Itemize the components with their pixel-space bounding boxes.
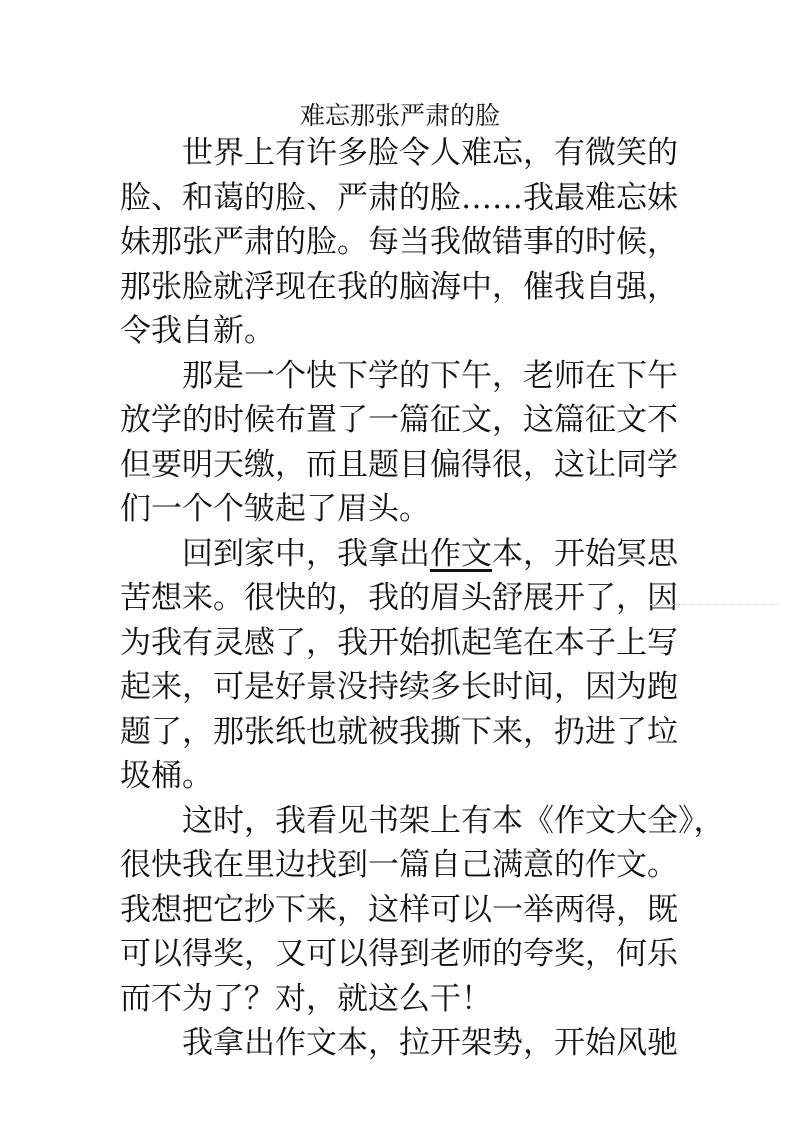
paragraph-line: 这时，我看见书架上有本《作文大全》，: [182, 802, 725, 839]
paragraph-line: 我想把它抄下来，这样可以一举两得，既: [120, 891, 678, 928]
paragraph-line: 苦想来。很快的，我的眉头舒展开了，因: [120, 580, 678, 616]
paragraph-line: 那是一个快下学的下午，老师在下午: [182, 357, 678, 394]
dotted-divider: [650, 604, 780, 605]
paragraph-line: 起来，可是好景没持续多长时间，因为跑: [120, 669, 678, 705]
paragraph-line: 令我自新。: [120, 313, 275, 349]
paragraph-line: 世界上有许多脸令人难忘，有微笑的: [182, 135, 678, 171]
paragraph-line: 但要明天缴，而且题目偏得很，这让同学: [120, 446, 678, 483]
paragraph-line: 可以得奖，又可以得到老师的夸奖，何乐: [120, 936, 678, 972]
paragraph-line: 我拿出作文本，拉开架势，开始风驰: [182, 1025, 678, 1061]
paragraph-line: 为我有灵感了，我开始抓起笔在本子上写: [120, 624, 678, 661]
paragraph-line: 很快我在里边找到一篇自己满意的作文。: [120, 847, 678, 883]
paragraph-line: 妹那张严肃的脸。每当我做错事的时候，: [120, 224, 678, 260]
paragraph-line: 而不为了？对，就这么干！: [120, 980, 492, 1017]
zuowen-link[interactable]: 作文: [430, 535, 492, 572]
line-text-after-link: 本，开始冥思: [492, 535, 678, 572]
paragraph-line: 放学的时候布置了一篇征文，这篇征文不: [120, 402, 678, 438]
paragraph-line: [182, 532, 678, 577]
paragraph-line: 圾桶。: [120, 758, 213, 794]
document-title: 难忘那张严肃的脸: [299, 101, 500, 130]
paragraph-line: 题了，那张纸也就被我撕下来，扔进了垃: [120, 713, 678, 750]
paragraph-line: 脸、和蔼的脸、严肃的脸……我最难忘妹: [120, 179, 678, 216]
paragraph-line: 那张脸就浮现在我的脑海中，催我自强，: [120, 268, 678, 305]
paragraph-line: 们一个个皱起了眉头。: [120, 491, 430, 527]
line-text-before-link: 回到家中，我拿出: [182, 535, 430, 572]
